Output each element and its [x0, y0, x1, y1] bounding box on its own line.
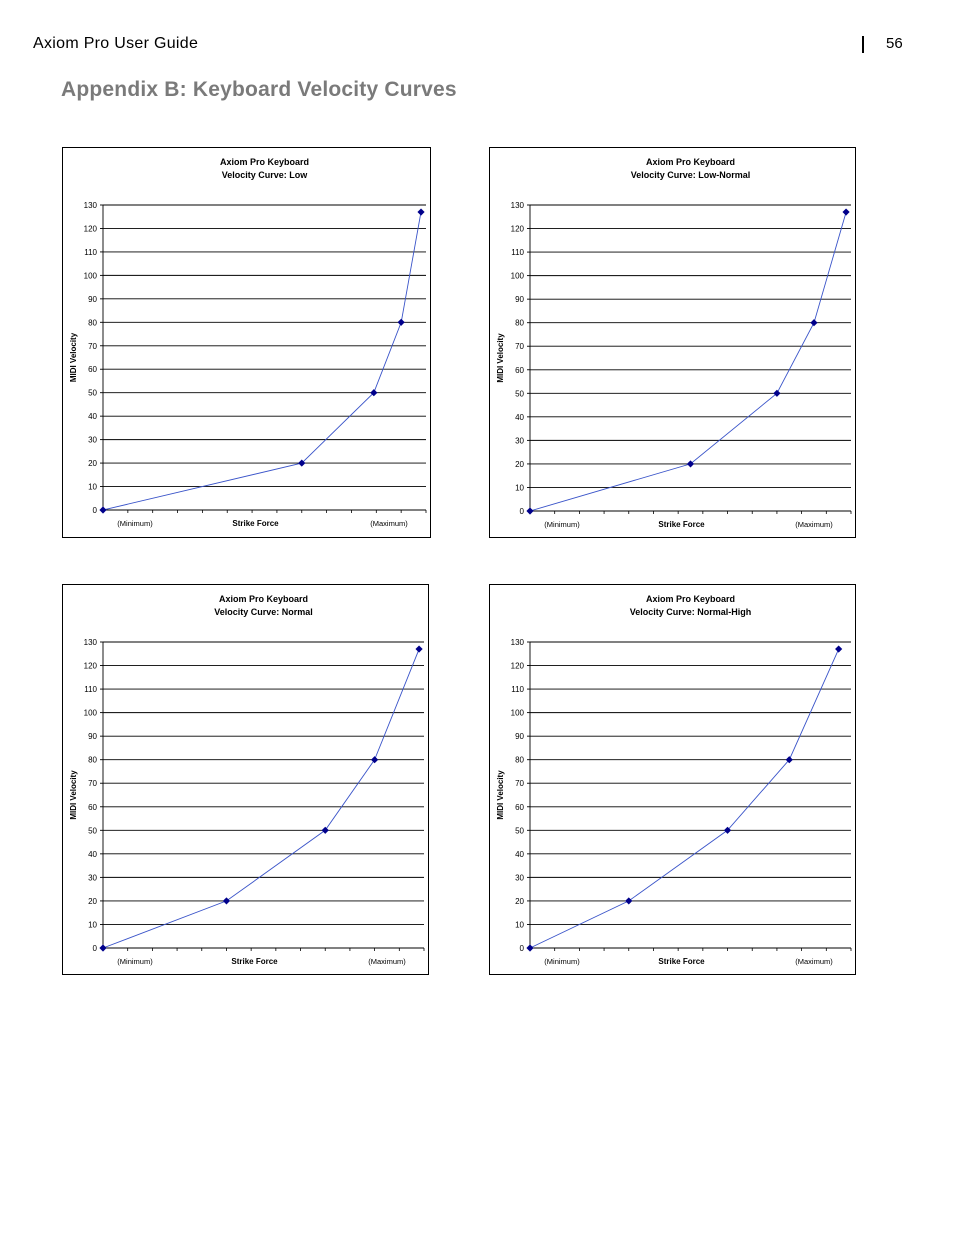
chart-velocity-normal-high [489, 584, 856, 975]
y-tick-label: 50 [515, 826, 524, 836]
y-tick-label: 50 [88, 388, 97, 398]
y-tick-label: 100 [510, 708, 524, 718]
y-tick-label: 50 [88, 826, 97, 836]
y-tick-label: 80 [515, 318, 524, 328]
y-tick-label: 30 [88, 435, 97, 445]
section-heading: Appendix B: Keyboard Velocity Curves [61, 78, 457, 101]
chart-subtitle: Velocity Curve: Low-Normal [630, 170, 751, 180]
x-max-label: (Maximum) [795, 520, 833, 529]
y-tick-label: 100 [83, 271, 97, 281]
chart-subtitle: Velocity Curve: Normal-High [629, 607, 752, 617]
chart-velocity-normal [62, 584, 429, 975]
y-axis-label: MIDI Velocity [69, 770, 78, 820]
y-tick-label: 0 [92, 944, 97, 953]
y-tick-label: 40 [515, 412, 524, 422]
y-tick-label: 10 [88, 920, 97, 930]
y-tick-label: 80 [88, 755, 97, 765]
y-tick-label: 80 [88, 318, 97, 328]
y-tick-label: 70 [88, 779, 97, 789]
x-min-label: (Minimum) [117, 957, 153, 966]
y-tick-label: 40 [88, 849, 97, 859]
y-tick-label: 90 [88, 294, 97, 304]
y-tick-label: 60 [88, 802, 97, 812]
x-axis-label: Strike Force [658, 520, 705, 529]
x-axis-label: Strike Force [658, 957, 705, 966]
y-tick-label: 0 [92, 506, 97, 515]
y-tick-label: 10 [515, 483, 524, 493]
y-tick-label: 0 [519, 944, 524, 953]
y-tick-label: 30 [515, 873, 524, 883]
y-tick-label: 40 [515, 849, 524, 859]
y-tick-label: 110 [511, 248, 524, 258]
y-tick-label: 0 [519, 507, 524, 516]
page-number: 56 [886, 35, 903, 52]
y-tick-label: 130 [83, 638, 97, 647]
y-tick-label: 120 [83, 661, 97, 671]
y-tick-label: 50 [515, 389, 524, 399]
y-tick-label: 70 [515, 342, 524, 352]
y-tick-label: 10 [515, 920, 524, 930]
y-axis-label: MIDI Velocity [496, 333, 505, 383]
x-min-label: (Minimum) [117, 519, 153, 528]
y-tick-label: 20 [88, 896, 97, 906]
y-tick-label: 30 [88, 873, 97, 883]
y-tick-label: 110 [84, 685, 97, 695]
y-tick-label: 10 [88, 482, 97, 492]
y-tick-label: 60 [88, 365, 97, 375]
chart-title: Axiom Pro Keyboard [645, 594, 736, 604]
y-axis-label: MIDI Velocity [496, 770, 505, 820]
y-tick-label: 60 [515, 802, 524, 812]
chart-svg [489, 147, 856, 538]
y-axis-label: MIDI Velocity [69, 332, 78, 383]
x-min-label: (Minimum) [544, 957, 580, 966]
x-max-label: (Maximum) [795, 957, 833, 966]
y-tick-label: 20 [88, 459, 97, 469]
y-tick-label: 90 [515, 732, 524, 742]
y-tick-label: 20 [515, 459, 524, 469]
chart-svg [62, 147, 431, 538]
y-tick-label: 70 [88, 341, 97, 351]
y-tick-label: 120 [83, 224, 97, 234]
y-tick-label: 60 [515, 365, 524, 375]
y-tick-label: 30 [515, 436, 524, 446]
y-tick-label: 130 [510, 638, 524, 647]
chart-frame [63, 148, 431, 538]
chart-frame [63, 585, 429, 975]
y-tick-label: 130 [83, 201, 97, 210]
chart-velocity-low [62, 147, 431, 538]
x-max-label: (Maximum) [368, 957, 406, 966]
y-tick-label: 130 [510, 201, 524, 210]
y-tick-label: 110 [84, 247, 97, 257]
y-tick-label: 100 [510, 271, 524, 281]
y-tick-label: 120 [510, 224, 524, 234]
y-tick-label: 80 [515, 755, 524, 765]
chart-title: Axiom Pro Keyboard [218, 594, 309, 604]
y-tick-label: 90 [515, 295, 524, 305]
document-header-title: Axiom Pro User Guide [33, 35, 199, 52]
y-tick-label: 20 [515, 896, 524, 906]
chart-svg [489, 584, 856, 975]
y-tick-label: 70 [515, 779, 524, 789]
y-tick-label: 120 [510, 661, 524, 671]
chart-velocity-low-normal [489, 147, 856, 538]
y-tick-label: 90 [88, 732, 97, 742]
y-tick-label: 110 [511, 685, 524, 695]
x-min-label: (Minimum) [544, 520, 580, 529]
chart-frame [490, 148, 856, 538]
y-tick-label: 40 [88, 412, 97, 422]
x-axis-label: Strike Force [232, 519, 279, 528]
chart-title: Axiom Pro Keyboard [219, 157, 310, 167]
x-axis-label: Strike Force [231, 957, 278, 966]
chart-title: Axiom Pro Keyboard [645, 157, 736, 167]
chart-subtitle: Velocity Curve: Low [221, 170, 308, 180]
chart-subtitle: Velocity Curve: Normal [214, 607, 313, 617]
chart-frame [490, 585, 856, 975]
chart-svg [62, 584, 429, 975]
y-tick-label: 100 [83, 708, 97, 718]
x-max-label: (Maximum) [370, 519, 408, 528]
header-divider [862, 36, 864, 53]
